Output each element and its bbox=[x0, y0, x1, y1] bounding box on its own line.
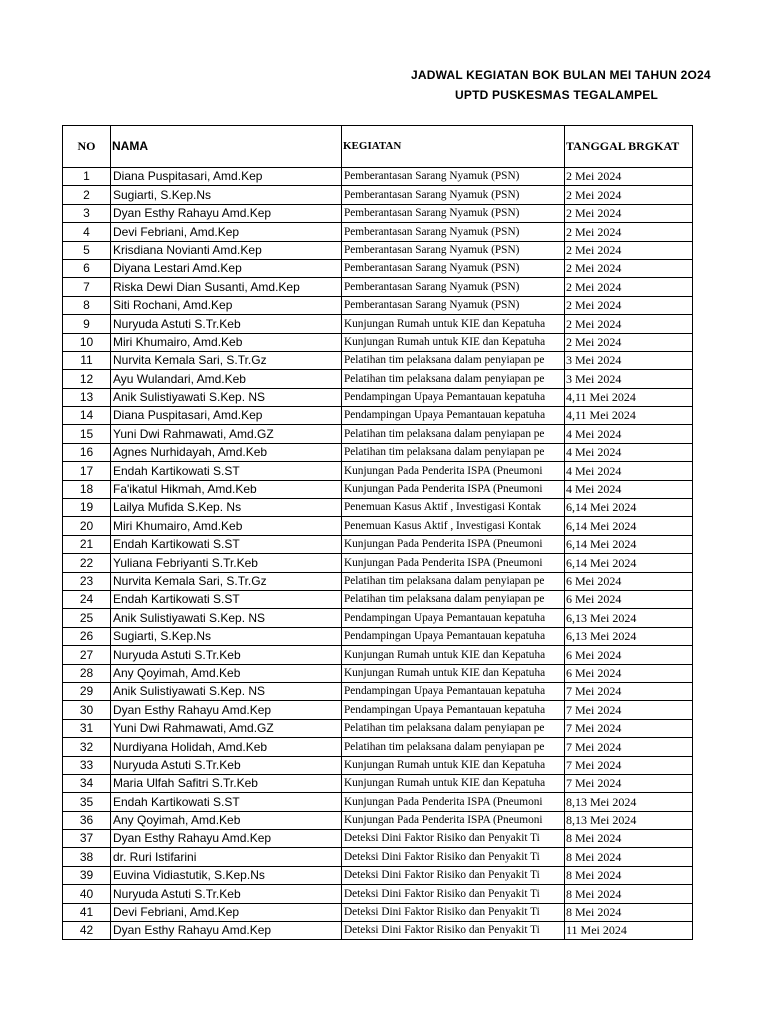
activity: Kunjungan Rumah untuk KIE dan Kepatuha bbox=[342, 333, 565, 351]
person-name: Nuryuda Astuti S.Tr.Keb bbox=[111, 646, 342, 664]
table-row bbox=[63, 885, 693, 903]
activity: Penemuan Kasus Aktif , Investigasi Kontak bbox=[342, 499, 565, 517]
row-number: 22 bbox=[63, 554, 111, 572]
row-number: 15 bbox=[63, 425, 111, 443]
activity: Deteksi Dini Faktor Risiko dan Penyakit Ti bbox=[342, 903, 565, 921]
table-row bbox=[63, 756, 693, 774]
departure-date: 6,14 Mei 2024 bbox=[565, 554, 693, 572]
table-row bbox=[63, 259, 693, 277]
activity: Deteksi Dini Faktor Risiko dan Penyakit Ti bbox=[342, 866, 565, 884]
activity: Pendampingan Upaya Pemantauan kepatuha bbox=[342, 682, 565, 700]
person-name: Yuliana Febriyanti S.Tr.Keb bbox=[111, 554, 342, 572]
table-row bbox=[63, 296, 693, 314]
table-row bbox=[63, 866, 693, 884]
departure-date: 2 Mei 2024 bbox=[565, 333, 693, 351]
departure-date: 6,13 Mei 2024 bbox=[565, 627, 693, 645]
row-number: 10 bbox=[63, 333, 111, 351]
table-row bbox=[63, 351, 693, 369]
departure-date: 2 Mei 2024 bbox=[565, 278, 693, 296]
table-row bbox=[63, 168, 693, 186]
departure-date: 6 Mei 2024 bbox=[565, 646, 693, 664]
departure-date: 6,14 Mei 2024 bbox=[565, 517, 693, 535]
table-row bbox=[63, 425, 693, 443]
activity: Pendampingan Upaya Pemantauan kepatuha bbox=[342, 701, 565, 719]
row-number: 25 bbox=[63, 609, 111, 627]
header-kegiatan: KEGIATAN bbox=[342, 126, 565, 168]
departure-date: 8 Mei 2024 bbox=[565, 866, 693, 884]
activity: Pelatihan tim pelaksana dalam penyiapan pe bbox=[342, 443, 565, 461]
table-row bbox=[63, 186, 693, 204]
departure-date: 4,11 Mei 2024 bbox=[565, 388, 693, 406]
departure-date: 3 Mei 2024 bbox=[565, 351, 693, 369]
row-number: 3 bbox=[63, 204, 111, 222]
table-row bbox=[63, 517, 693, 535]
table-row bbox=[63, 554, 693, 572]
activity: Pemberantasan Sarang Nyamuk (PSN) bbox=[342, 241, 565, 259]
person-name: Dyan Esthy Rahayu Amd.Kep bbox=[111, 701, 342, 719]
activity: Pelatihan tim pelaksana dalam penyiapan pe bbox=[342, 351, 565, 369]
activity: Pelatihan tim pelaksana dalam penyiapan pe bbox=[342, 425, 565, 443]
row-number: 28 bbox=[63, 664, 111, 682]
row-number: 34 bbox=[63, 774, 111, 792]
departure-date: 4 Mei 2024 bbox=[565, 480, 693, 498]
table-row bbox=[63, 241, 693, 259]
departure-date: 6,14 Mei 2024 bbox=[565, 499, 693, 517]
activity: Pendampingan Upaya Pemantauan kepatuha bbox=[342, 627, 565, 645]
activity: Deteksi Dini Faktor Risiko dan Penyakit Ti bbox=[342, 848, 565, 866]
row-number: 42 bbox=[63, 922, 111, 940]
row-number: 27 bbox=[63, 646, 111, 664]
table-row bbox=[63, 535, 693, 553]
departure-date: 7 Mei 2024 bbox=[565, 682, 693, 700]
departure-date: 4 Mei 2024 bbox=[565, 443, 693, 461]
person-name: Sugiarti, S.Kep.Ns bbox=[111, 186, 342, 204]
table-row bbox=[63, 738, 693, 756]
person-name: Miri Khumairo, Amd.Keb bbox=[111, 333, 342, 351]
person-name: Endah Kartikowati S.ST bbox=[111, 793, 342, 811]
row-number: 13 bbox=[63, 388, 111, 406]
row-number: 32 bbox=[63, 738, 111, 756]
table-row bbox=[63, 609, 693, 627]
row-number: 18 bbox=[63, 480, 111, 498]
document-title: JADWAL KEGIATAN BOK BULAN MEI TAHUN 2O24 bbox=[411, 68, 711, 82]
departure-date: 8 Mei 2024 bbox=[565, 885, 693, 903]
row-number: 31 bbox=[63, 719, 111, 737]
activity: Pendampingan Upaya Pemantauan kepatuha bbox=[342, 609, 565, 627]
departure-date: 2 Mei 2024 bbox=[565, 296, 693, 314]
departure-date: 7 Mei 2024 bbox=[565, 756, 693, 774]
activity: Pemberantasan Sarang Nyamuk (PSN) bbox=[342, 186, 565, 204]
person-name: Endah Kartikowati S.ST bbox=[111, 535, 342, 553]
person-name: Endah Kartikowati S.ST bbox=[111, 590, 342, 608]
row-number: 14 bbox=[63, 407, 111, 425]
person-name: Riska Dewi Dian Susanti, Amd.Kep bbox=[111, 278, 342, 296]
table-row bbox=[63, 811, 693, 829]
departure-date: 2 Mei 2024 bbox=[565, 168, 693, 186]
row-number: 7 bbox=[63, 278, 111, 296]
activity: Deteksi Dini Faktor Risiko dan Penyakit Ti bbox=[342, 830, 565, 848]
departure-date: 6 Mei 2024 bbox=[565, 572, 693, 590]
person-name: Miri Khumairo, Amd.Keb bbox=[111, 517, 342, 535]
departure-date: 2 Mei 2024 bbox=[565, 186, 693, 204]
activity: Pemberantasan Sarang Nyamuk (PSN) bbox=[342, 204, 565, 222]
table-row bbox=[63, 462, 693, 480]
activity: Pendampingan Upaya Pemantauan kepatuha bbox=[342, 388, 565, 406]
row-number: 5 bbox=[63, 241, 111, 259]
departure-date: 7 Mei 2024 bbox=[565, 774, 693, 792]
table-row bbox=[63, 572, 693, 590]
departure-date: 8,13 Mei 2024 bbox=[565, 811, 693, 829]
person-name: Dyan Esthy Rahayu Amd.Kep bbox=[111, 922, 342, 940]
activity: Kunjungan Pada Penderita ISPA (Pneumoni bbox=[342, 480, 565, 498]
departure-date: 2 Mei 2024 bbox=[565, 241, 693, 259]
table-row bbox=[63, 682, 693, 700]
row-number: 6 bbox=[63, 259, 111, 277]
departure-date: 6,14 Mei 2024 bbox=[565, 535, 693, 553]
table-row bbox=[63, 664, 693, 682]
row-number: 2 bbox=[63, 186, 111, 204]
person-name: Ayu Wulandari, Amd.Keb bbox=[111, 370, 342, 388]
table-row bbox=[63, 774, 693, 792]
departure-date: 7 Mei 2024 bbox=[565, 701, 693, 719]
activity: Kunjungan Rumah untuk KIE dan Kepatuha bbox=[342, 756, 565, 774]
table-row bbox=[63, 388, 693, 406]
departure-date: 6,13 Mei 2024 bbox=[565, 609, 693, 627]
header-row bbox=[63, 126, 693, 168]
activity: Kunjungan Pada Penderita ISPA (Pneumoni bbox=[342, 462, 565, 480]
person-name: Nurvita Kemala Sari, S.Tr.Gz bbox=[111, 572, 342, 590]
activity: Pemberantasan Sarang Nyamuk (PSN) bbox=[342, 278, 565, 296]
departure-date: 2 Mei 2024 bbox=[565, 315, 693, 333]
activity: Deteksi Dini Faktor Risiko dan Penyakit Ti bbox=[342, 885, 565, 903]
row-number: 37 bbox=[63, 830, 111, 848]
activity: Pendampingan Upaya Pemantauan kepatuha bbox=[342, 407, 565, 425]
row-number: 20 bbox=[63, 517, 111, 535]
activity: Penemuan Kasus Aktif , Investigasi Kontak bbox=[342, 517, 565, 535]
table-row bbox=[63, 204, 693, 222]
row-number: 9 bbox=[63, 315, 111, 333]
table-row bbox=[63, 719, 693, 737]
person-name: Anik Sulistiyawati S.Kep. NS bbox=[111, 388, 342, 406]
row-number: 17 bbox=[63, 462, 111, 480]
person-name: Dyan Esthy Rahayu Amd.Kep bbox=[111, 830, 342, 848]
departure-date: 4 Mei 2024 bbox=[565, 425, 693, 443]
departure-date: 7 Mei 2024 bbox=[565, 738, 693, 756]
person-name: Endah Kartikowati S.ST bbox=[111, 462, 342, 480]
table-row bbox=[63, 627, 693, 645]
row-number: 30 bbox=[63, 701, 111, 719]
table-row bbox=[63, 315, 693, 333]
activity: Pemberantasan Sarang Nyamuk (PSN) bbox=[342, 296, 565, 314]
activity: Kunjungan Pada Penderita ISPA (Pneumoni bbox=[342, 793, 565, 811]
person-name: Diyana Lestari Amd.Kep bbox=[111, 259, 342, 277]
table-row bbox=[63, 590, 693, 608]
person-name: Nurdiyana Holidah, Amd.Keb bbox=[111, 738, 342, 756]
activity: Kunjungan Rumah untuk KIE dan Kepatuha bbox=[342, 646, 565, 664]
departure-date: 8,13 Mei 2024 bbox=[565, 793, 693, 811]
person-name: Any Qoyimah, Amd.Keb bbox=[111, 811, 342, 829]
table-body bbox=[63, 168, 693, 940]
activity: Kunjungan Rumah untuk KIE dan Kepatuha bbox=[342, 774, 565, 792]
person-name: Anik Sulistiyawati S.Kep. NS bbox=[111, 609, 342, 627]
activity: Kunjungan Rumah untuk KIE dan Kepatuha bbox=[342, 664, 565, 682]
person-name: Nurvita Kemala Sari, S.Tr.Gz bbox=[111, 351, 342, 369]
person-name: Dyan Esthy Rahayu Amd.Kep bbox=[111, 204, 342, 222]
row-number: 11 bbox=[63, 351, 111, 369]
activity: Kunjungan Pada Penderita ISPA (Pneumoni bbox=[342, 811, 565, 829]
table-header bbox=[63, 126, 693, 168]
row-number: 39 bbox=[63, 866, 111, 884]
document-subtitle: UPTD PUSKESMAS TEGALAMPEL bbox=[455, 88, 659, 102]
departure-date: 4,11 Mei 2024 bbox=[565, 407, 693, 425]
activity: Kunjungan Pada Penderita ISPA (Pneumoni bbox=[342, 535, 565, 553]
row-number: 1 bbox=[63, 168, 111, 186]
person-name: Agnes Nurhidayah, Amd.Keb bbox=[111, 443, 342, 461]
row-number: 36 bbox=[63, 811, 111, 829]
row-number: 21 bbox=[63, 535, 111, 553]
row-number: 40 bbox=[63, 885, 111, 903]
row-number: 12 bbox=[63, 370, 111, 388]
row-number: 38 bbox=[63, 848, 111, 866]
person-name: Yuni Dwi Rahmawati, Amd.GZ bbox=[111, 425, 342, 443]
row-number: 29 bbox=[63, 682, 111, 700]
person-name: Sugiarti, S.Kep.Ns bbox=[111, 627, 342, 645]
activity: Pemberantasan Sarang Nyamuk (PSN) bbox=[342, 259, 565, 277]
departure-date: 2 Mei 2024 bbox=[565, 259, 693, 277]
departure-date: 8 Mei 2024 bbox=[565, 830, 693, 848]
row-number: 23 bbox=[63, 572, 111, 590]
activity: Pelatihan tim pelaksana dalam penyiapan pe bbox=[342, 719, 565, 737]
row-number: 19 bbox=[63, 499, 111, 517]
person-name: Devi Febriani, Amd.Kep bbox=[111, 903, 342, 921]
activity: Pemberantasan Sarang Nyamuk (PSN) bbox=[342, 223, 565, 241]
person-name: Nuryuda Astuti S.Tr.Keb bbox=[111, 315, 342, 333]
row-number: 26 bbox=[63, 627, 111, 645]
person-name: Devi Febriani, Amd.Kep bbox=[111, 223, 342, 241]
departure-date: 8 Mei 2024 bbox=[565, 848, 693, 866]
activity: Pemberantasan Sarang Nyamuk (PSN) bbox=[342, 168, 565, 186]
table-row bbox=[63, 499, 693, 517]
activity: Pelatihan tim pelaksana dalam penyiapan pe bbox=[342, 572, 565, 590]
table-row bbox=[63, 701, 693, 719]
activity: Kunjungan Rumah untuk KIE dan Kepatuha bbox=[342, 315, 565, 333]
table-row bbox=[63, 903, 693, 921]
table-row bbox=[63, 223, 693, 241]
row-number: 41 bbox=[63, 903, 111, 921]
person-name: Diana Puspitasari, Amd.Kep bbox=[111, 407, 342, 425]
departure-date: 2 Mei 2024 bbox=[565, 204, 693, 222]
table-row bbox=[63, 407, 693, 425]
departure-date: 4 Mei 2024 bbox=[565, 462, 693, 480]
row-number: 4 bbox=[63, 223, 111, 241]
person-name: Lailya Mufida S.Kep. Ns bbox=[111, 499, 342, 517]
row-number: 16 bbox=[63, 443, 111, 461]
person-name: dr. Ruri Istifarini bbox=[111, 848, 342, 866]
departure-date: 7 Mei 2024 bbox=[565, 719, 693, 737]
activity: Deteksi Dini Faktor Risiko dan Penyakit Ti bbox=[342, 922, 565, 940]
person-name: Diana Puspitasari, Amd.Kep bbox=[111, 168, 342, 186]
row-number: 8 bbox=[63, 296, 111, 314]
person-name: Any Qoyimah, Amd.Keb bbox=[111, 664, 342, 682]
table-row bbox=[63, 443, 693, 461]
row-number: 24 bbox=[63, 590, 111, 608]
person-name: Euvina Vidiastutik, S.Kep.Ns bbox=[111, 866, 342, 884]
departure-date: 2 Mei 2024 bbox=[565, 223, 693, 241]
person-name: Maria Ulfah Safitri S.Tr.Keb bbox=[111, 774, 342, 792]
departure-date: 11 Mei 2024 bbox=[565, 922, 693, 940]
table-row bbox=[63, 646, 693, 664]
departure-date: 6 Mei 2024 bbox=[565, 664, 693, 682]
departure-date: 8 Mei 2024 bbox=[565, 903, 693, 921]
departure-date: 6 Mei 2024 bbox=[565, 590, 693, 608]
table-row bbox=[63, 922, 693, 940]
table-row bbox=[63, 848, 693, 866]
activity: Pelatihan tim pelaksana dalam penyiapan pe bbox=[342, 370, 565, 388]
table-row bbox=[63, 480, 693, 498]
table-row bbox=[63, 793, 693, 811]
table-row bbox=[63, 333, 693, 351]
table-row bbox=[63, 370, 693, 388]
schedule-table bbox=[62, 125, 693, 940]
header-tanggal: TANGGAL BRGKAT bbox=[565, 126, 693, 168]
person-name: Yuni Dwi Rahmawati, Amd.GZ bbox=[111, 719, 342, 737]
header-nama: NAMA bbox=[111, 126, 342, 168]
table-row bbox=[63, 830, 693, 848]
activity: Pelatihan tim pelaksana dalam penyiapan pe bbox=[342, 590, 565, 608]
row-number: 35 bbox=[63, 793, 111, 811]
person-name: Nuryuda Astuti S.Tr.Keb bbox=[111, 756, 342, 774]
person-name: Siti Rochani, Amd.Kep bbox=[111, 296, 342, 314]
header-no: NO bbox=[63, 126, 111, 168]
table-row bbox=[63, 278, 693, 296]
activity: Kunjungan Pada Penderita ISPA (Pneumoni bbox=[342, 554, 565, 572]
activity: Pelatihan tim pelaksana dalam penyiapan pe bbox=[342, 738, 565, 756]
person-name: Nuryuda Astuti S.Tr.Keb bbox=[111, 885, 342, 903]
departure-date: 3 Mei 2024 bbox=[565, 370, 693, 388]
row-number: 33 bbox=[63, 756, 111, 774]
person-name: Krisdiana Novianti Amd.Kep bbox=[111, 241, 342, 259]
person-name: Fa'ikatul Hikmah, Amd.Keb bbox=[111, 480, 342, 498]
person-name: Anik Sulistiyawati S.Kep. NS bbox=[111, 682, 342, 700]
